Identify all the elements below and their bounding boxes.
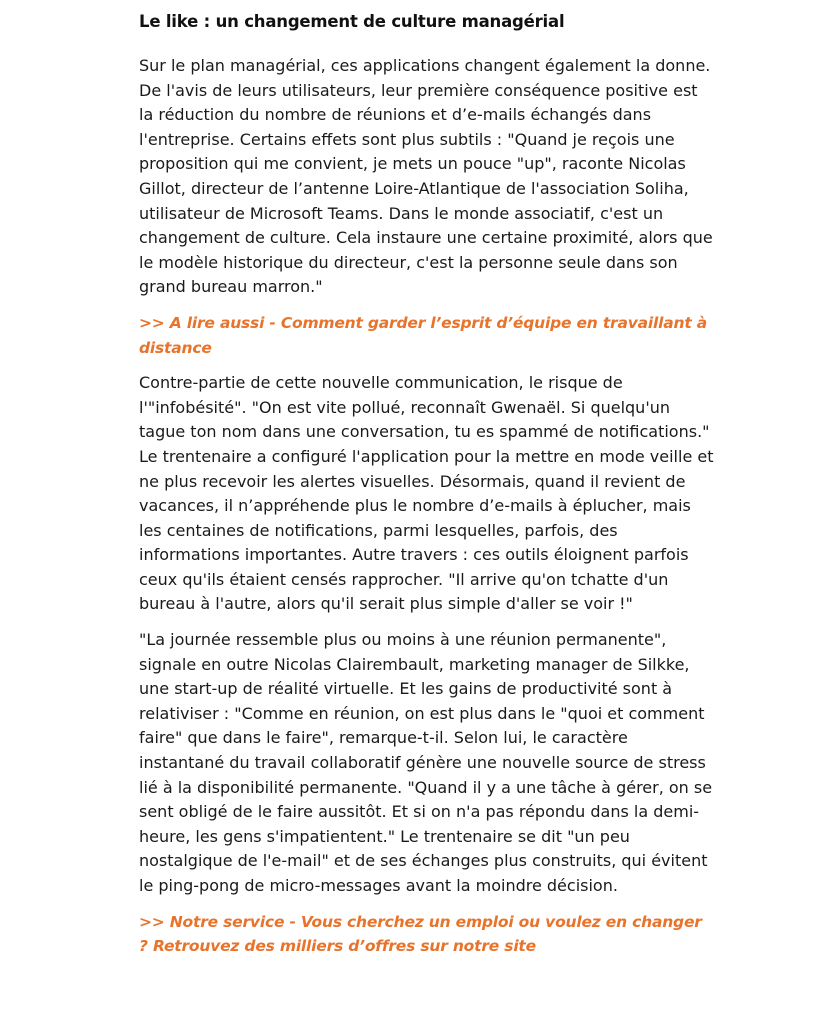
paragraph-managerial-change: Sur le plan managérial, ces applications changent également la donne. De l'avis de leurs utilisateurs, leur première conséquence positive est la réduction du nombre de réunions et d’e-mails échangés dans l'entreprise. Certains effets sont plus subtils : "Quand je reçois une proposition qui me convient, je mets un pouce "up", raconte Nicolas Gillot, directeur de l’antenne Loire-Atlantique de l'association Soliha, utilisateur de Microsoft Teams. Dans le monde associatif, c'est un changement de culture. Cela instaure une certaine proximité, alors que le modèle historique du directeur, c'est la personne seule dans son grand bureau marron." xyxy=(139,56,713,297)
paragraph-permanent-meeting: "La journée ressemble plus ou moins à une réunion permanente", signale en outre Nicolas Clairembault, marketing manager de Silkke, une start-up de réalité virtuelle. Et les gains de productivité sont à relativiser : "Comme en réunion, on est plus dans le "quoi et comment faire" que dans le faire", remarque-t-il. Selon lui, le caractère instantané du travail collaboratif génère une nouvelle source de stress lié à la disponibilité permanente. "Quand il y a une tâche à gérer, on se sent obligé de le faire aussitôt. Et si on n'a pas répondu dans la demi-heure, les gens s'impatientent." Le trentenaire se dit "un peu nostalgique de l'e-mail" et de ses échanges plus construits, qui évitent le ping-pong de micro-messages avant la moindre décision. xyxy=(139,630,713,895)
job-offers-service-link[interactable]: >> Notre service - Vous cherchez un emploi ou voulez en changer ? Retrouvez des milliers d’offres sur notre site xyxy=(139,912,702,956)
paragraph-infobesity: Contre-partie de cette nouvelle communication, le risque de l'"infobésité". "On est vite pollué, reconnaît Gwenaël. Si quelqu'un tague ton nom dans une conversation, tu es spammé de notifications." Le trentenaire a configuré l'application pour la mettre en mode veille et ne plus recevoir les alertes visuelles. Désormais, quand il revient de vacances, il n’appréhende plus le nombre d’e-mails à éplucher, mais les centaines de notifications, parmi lesquelles, parfois, des informations importantes. Autre travers : ces outils éloignent parfois ceux qu'ils étaient censés rapprocher. "Il arrive qu'on tchatte d'un bureau à l'autre, alors qu'il serait plus simple d'aller se voir !" xyxy=(139,373,714,614)
related-article-link[interactable]: >> A lire aussi - Comment garder l’esprit d’équipe en travaillant à distance xyxy=(139,313,708,357)
article-body xyxy=(139,0,714,959)
section-heading: Le like : un changement de culture managérial xyxy=(139,12,565,31)
